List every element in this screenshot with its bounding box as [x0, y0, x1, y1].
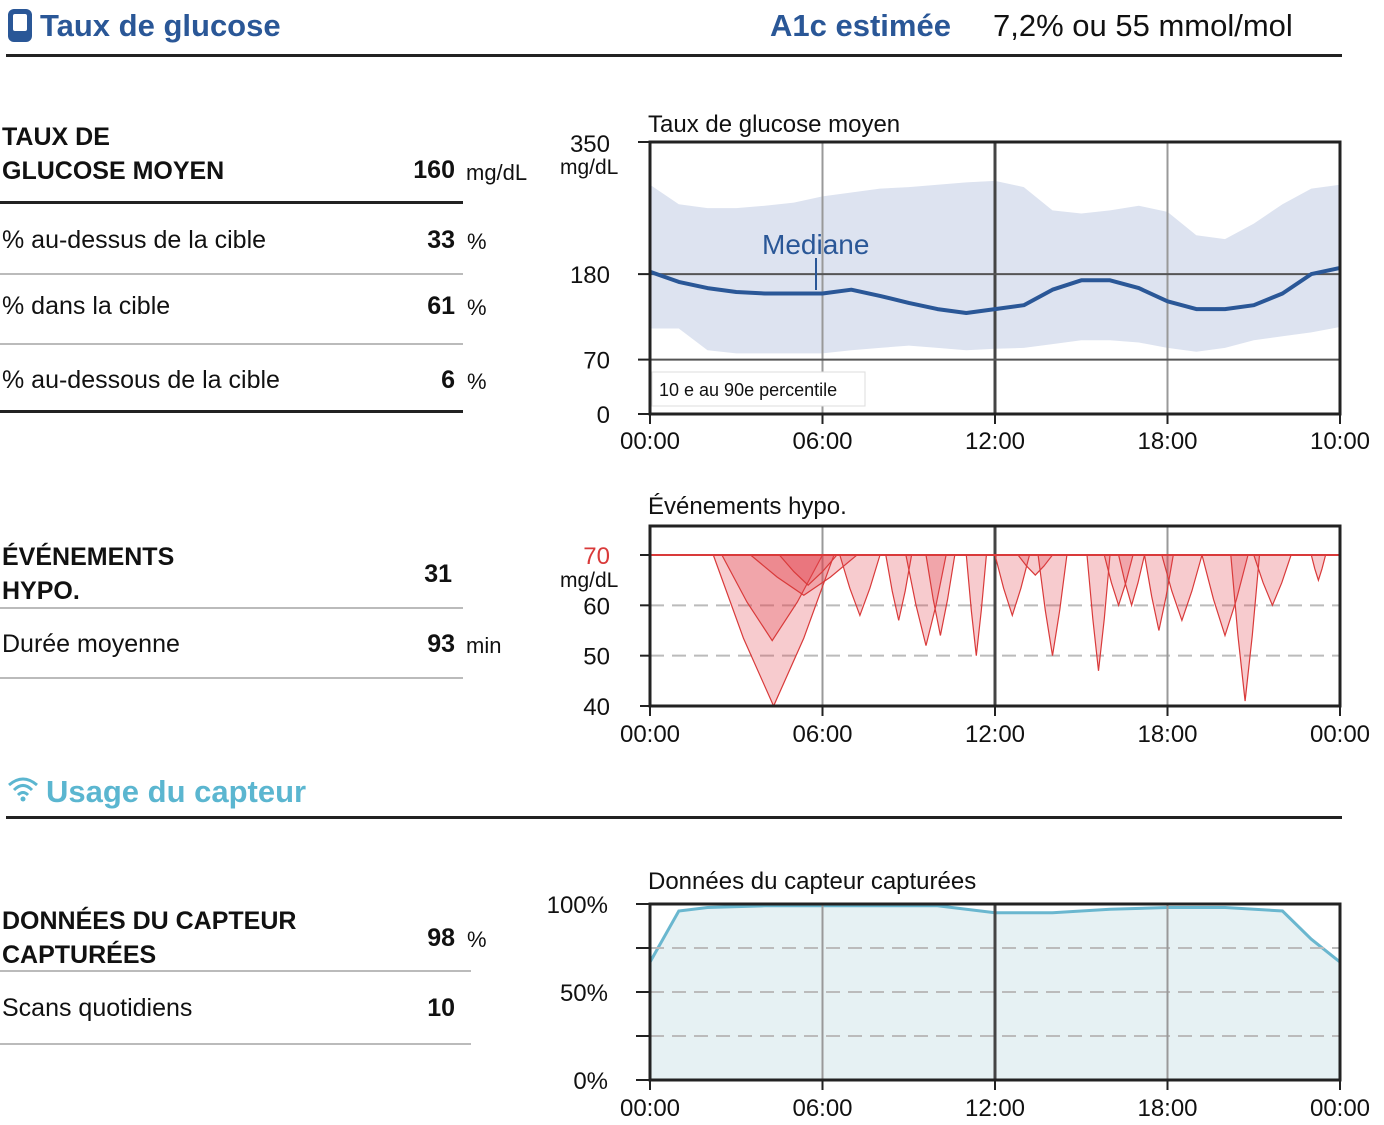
- glucose-meter-icon: [6, 8, 34, 44]
- daily-scans-value: 10: [427, 994, 455, 1022]
- x-tick-label: 00:00: [619, 428, 681, 455]
- stat-value-above: 33: [427, 226, 455, 254]
- y-axis-label: mg/dL: [560, 569, 619, 592]
- y-tick-label: 0%: [573, 1068, 608, 1095]
- sensor-header-divider: [6, 816, 1342, 819]
- a1c-label: A1c estimée: [770, 8, 951, 43]
- row-divider: [0, 607, 463, 609]
- y-tick-label: 350: [569, 131, 610, 158]
- median-annotation: Mediane: [762, 229, 870, 260]
- x-tick-label: 12:00: [964, 721, 1026, 748]
- sensor-section-title: Usage du capteur: [46, 774, 307, 809]
- mean-glucose-value: 160: [413, 156, 455, 184]
- stats-divider: [0, 201, 463, 204]
- stat-unit-in-range: %: [467, 295, 487, 320]
- y-tick-label: 70: [583, 347, 610, 375]
- y-tick-label: 40: [583, 694, 610, 721]
- header-divider: [6, 54, 1342, 57]
- duration-value: 93: [427, 630, 455, 658]
- x-tick-label: 12:00: [964, 428, 1026, 455]
- y-tick-label: 60: [583, 593, 610, 621]
- stat-label-in-range: % dans la cible: [2, 292, 171, 320]
- x-tick-label: 18:00: [1137, 721, 1198, 748]
- sensor-data-unit: %: [467, 927, 487, 952]
- x-tick-label: 12:00: [964, 1095, 1026, 1122]
- hypo-events-label-1: ÉVÉNEMENTS: [2, 543, 175, 571]
- y-tick-label: 180: [569, 262, 610, 290]
- duration-label: Durée moyenne: [2, 630, 180, 658]
- sensor-data-label-1: DONNÉES DU CAPTEUR: [2, 907, 297, 935]
- row-divider: [0, 1043, 471, 1045]
- sensor-data-value: 98: [427, 924, 455, 952]
- sensor-capture-chart: [540, 860, 1384, 1125]
- stat-value-in-range: 61: [427, 292, 455, 320]
- stats-bottom-divider: [0, 410, 463, 413]
- wifi-sensor-icon: [6, 774, 40, 802]
- stat-label-below: % au-dessous de la cible: [2, 366, 280, 394]
- x-tick-label: 00:00: [1309, 721, 1371, 748]
- hypo-events-label-2: HYPO.: [2, 577, 80, 605]
- glucose-section-title: Taux de glucose: [40, 8, 281, 43]
- x-tick-label: 06:00: [792, 428, 853, 455]
- row-divider: [0, 273, 463, 275]
- x-tick-label: 00:00: [619, 1095, 681, 1122]
- mean-glucose-chart: [540, 100, 1384, 470]
- y-tick-label: 0: [596, 402, 610, 429]
- hypo-events-chart: [540, 480, 1384, 750]
- x-tick-label: 06:00: [792, 721, 853, 748]
- chart-title: Données du capteur capturées: [648, 868, 977, 895]
- stat-unit-above: %: [467, 229, 487, 254]
- sensor-data-label-2: CAPTURÉES: [2, 941, 157, 969]
- stat-value-below: 6: [441, 366, 455, 394]
- x-tick-label: 00:00: [619, 721, 681, 748]
- x-tick-label: 18:00: [1137, 428, 1198, 455]
- row-divider: [0, 677, 463, 679]
- daily-scans-label: Scans quotidiens: [2, 994, 193, 1022]
- stat-unit-below: %: [467, 369, 487, 394]
- stat-label-above: % au-dessus de la cible: [2, 226, 267, 254]
- row-divider: [0, 343, 463, 345]
- y-tick-label: 100%: [546, 892, 608, 919]
- mean-glucose-label-1: TAUX DE: [2, 123, 110, 151]
- y-tick-label: 70: [583, 543, 610, 570]
- x-tick-label: 10:00: [1309, 428, 1371, 455]
- y-tick-label: 50%: [559, 980, 608, 1007]
- mean-glucose-unit: mg/dL: [466, 160, 528, 185]
- y-axis-label: mg/dL: [560, 156, 619, 179]
- x-tick-label: 18:00: [1137, 1095, 1198, 1122]
- percentile-annotation: 10 e au 90e percentile: [659, 380, 838, 400]
- chart-title: Événements hypo.: [648, 493, 847, 520]
- row-divider: [0, 970, 471, 972]
- duration-unit: min: [466, 633, 502, 658]
- y-tick-label: 50: [583, 643, 610, 671]
- a1c-value: 7,2% ou 55 mmol/mol: [993, 8, 1293, 43]
- chart-title: Taux de glucose moyen: [648, 111, 901, 138]
- mean-glucose-label-2: GLUCOSE MOYEN: [2, 157, 225, 185]
- x-tick-label: 00:00: [1309, 1095, 1371, 1122]
- hypo-events-value: 31: [424, 560, 452, 588]
- x-tick-label: 06:00: [792, 1095, 853, 1122]
